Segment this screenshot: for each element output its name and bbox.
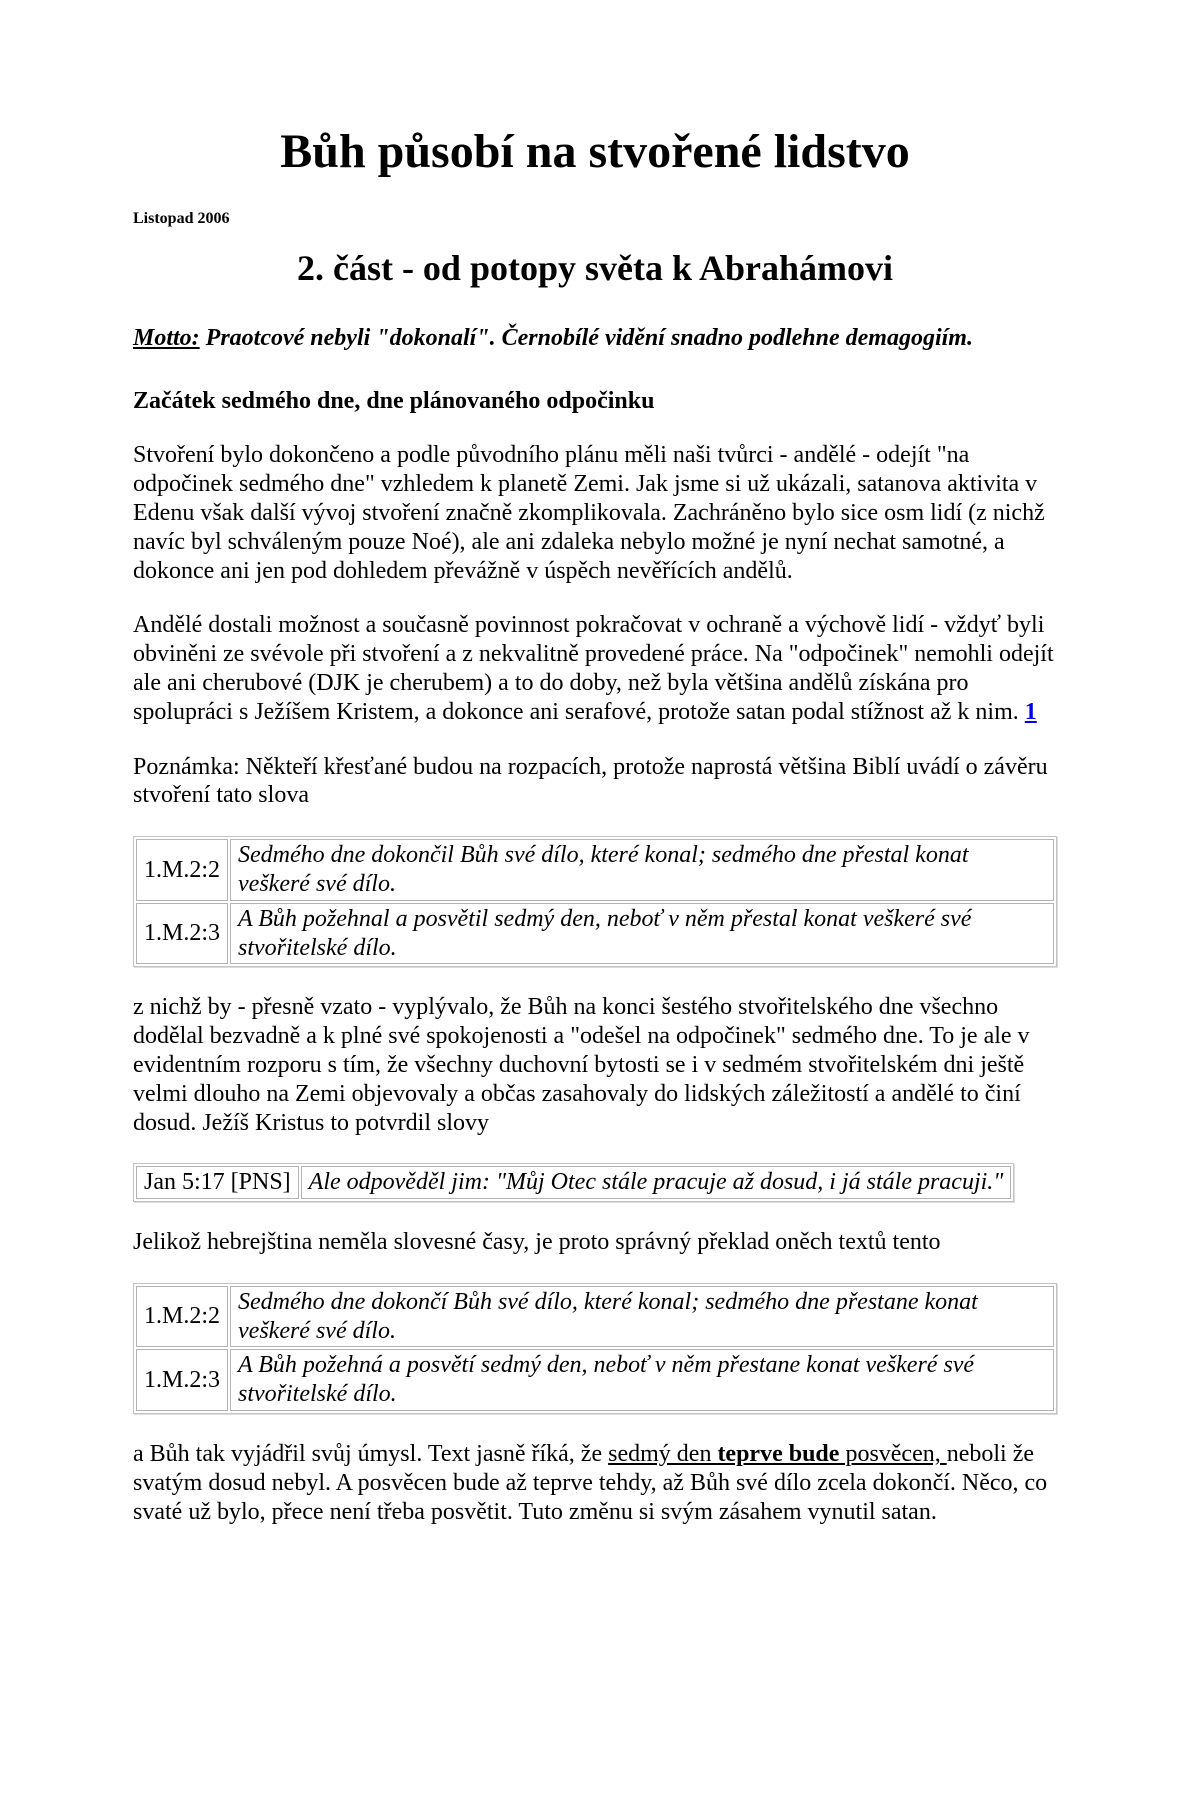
motto-text: Praotcové nebyli "dokonalí". Černobílé vidění snadno podlehne demagogiím. [199,324,973,351]
paragraph-1: Stvoření bylo dokončeno a podle původního plánu měli naši tvůrci - andělé - odejít "na odpočinek sedmého dne" vzhledem k planetě Zemi. Jak jsme si už ukázali, satanova aktivita v Edenu však další vývoj stvoření značně zkomplikovala. Zachráněno bylo sice osm lidí (z nichž navíc byl schváleným pouze Noé), ale ani zdaleka nebylo možné je nyní nechat samotné, a dokonce ani jen pod dohledem převážně v úspěch nevěřících andělů. [133,442,1045,584]
verse-text: Ale odpověděl jim: "Můj Otec stále pracuje až dosud, i já stále pracuji." [301,1166,1012,1199]
paragraph-5: Jelikož hebrejština neměla slovesné časy, je proto správný překlad oněch textů tento [133,1229,941,1256]
paragraph-6-before: a Bůh tak vyjádřil svůj úmysl. Text jasně říká, že [133,1441,609,1468]
table-row [136,1349,1054,1411]
page-title: Bůh působí na stvořené lidstvo [280,125,910,178]
table-row [136,839,1054,901]
motto-line [133,324,1057,353]
section-heading: Začátek sedmého dne, dne plánovaného odpočinku [133,387,655,414]
paragraph-6-underline [608,1441,947,1467]
verse-text: Sedmého dne dokončil Bůh své dílo, které konal; sedmého dne přestal konat veškeré své dílo. [230,839,1054,901]
verse-text: A Bůh požehnal a posvětil sedmý den, neboť v něm přestal konat veškeré své stvořitelské dílo. [230,903,1054,965]
footnote-1-link[interactable]: 1 [1024,698,1037,725]
document-page [0,124,1190,1807]
verse-reference: Jan 5:17 [PNS] [136,1166,299,1199]
paragraph-6-underline-start: sedmý den [608,1441,718,1468]
paragraph-6-after: neboli že svatým dosud nebyl. A posvěcen bude až teprve tehdy, až Bůh své dílo zcela dokončí. Něco, co svaté už bylo, přece není třeba posvětit. Tuto změnu si svým zásahem vynutil satan. [133,1441,1048,1525]
paragraph-6 [133,1440,1057,1526]
paragraph-3-note: Poznámka: Někteří křesťané budou na rozpacích, protože naprostá většina Biblí uvádí o závěru stvoření tato slova [133,753,1048,809]
paragraph-2 [133,611,1057,726]
paragraph-4: z nichž by - přesně vzato - vyplývalo, že Bůh na konci šestého stvořitelského dne všechno dodělal bezvadně a k plné své spokojenosti a "odešel na odpočinek" sedmého dne. To je ale v evidentním rozporu s tím, že všechny duchovní bytosti se i v sedmém stvořitelském dni ještě velmi dlouho na Zemi objevovaly a občas zasahovaly do lidských záležitostí a andělé to činí dosud. Ježíš Kristus to potvrdil slovy [133,994,1030,1136]
paragraph-6-underline-end: posvěcen, [839,1441,947,1468]
verse-reference: 1.M.2:2 [136,1286,228,1348]
verse-table-3 [133,1283,1057,1414]
paragraph-2-text: Andělé dostali možnost a současně povinnost pokračovat v ochraně a výchově lidí - vždyť byli obviněni ze svévole při stvoření a z nekvalitně provedené práce. Na "odpočinek" nemohli odejít ale ani cherubové (DJK je cherubem) a to do doby, než byla většina andělů získána pro spolupráci s Ježíšem Kristem, a dokonce ani serafové, protože satan podal stížnost až k nim. [133,612,1054,725]
table-row [136,903,1054,965]
table-row [136,1166,1011,1199]
verse-table-1 [133,836,1057,967]
verse-text: Sedmého dne dokončí Bůh své dílo, které konal; sedmého dne přestane konat veškeré své dílo. [230,1286,1054,1348]
verse-text: A Bůh požehná a posvětí sedmý den, neboť v něm přestane konat veškeré své stvořitelské dílo. [230,1349,1054,1411]
paragraph-6-bold: teprve bude [717,1441,840,1468]
table-row [136,1286,1054,1348]
verse-reference: 1.M.2:3 [136,1349,228,1411]
verse-reference: 1.M.2:2 [136,839,228,901]
verse-reference: 1.M.2:3 [136,903,228,965]
date-label: Listopad 2006 [133,210,230,228]
verse-table-2 [133,1163,1014,1202]
subtitle: 2. část - od potopy světa k Abrahámovi [296,248,894,289]
motto-label: Motto: [133,324,200,351]
